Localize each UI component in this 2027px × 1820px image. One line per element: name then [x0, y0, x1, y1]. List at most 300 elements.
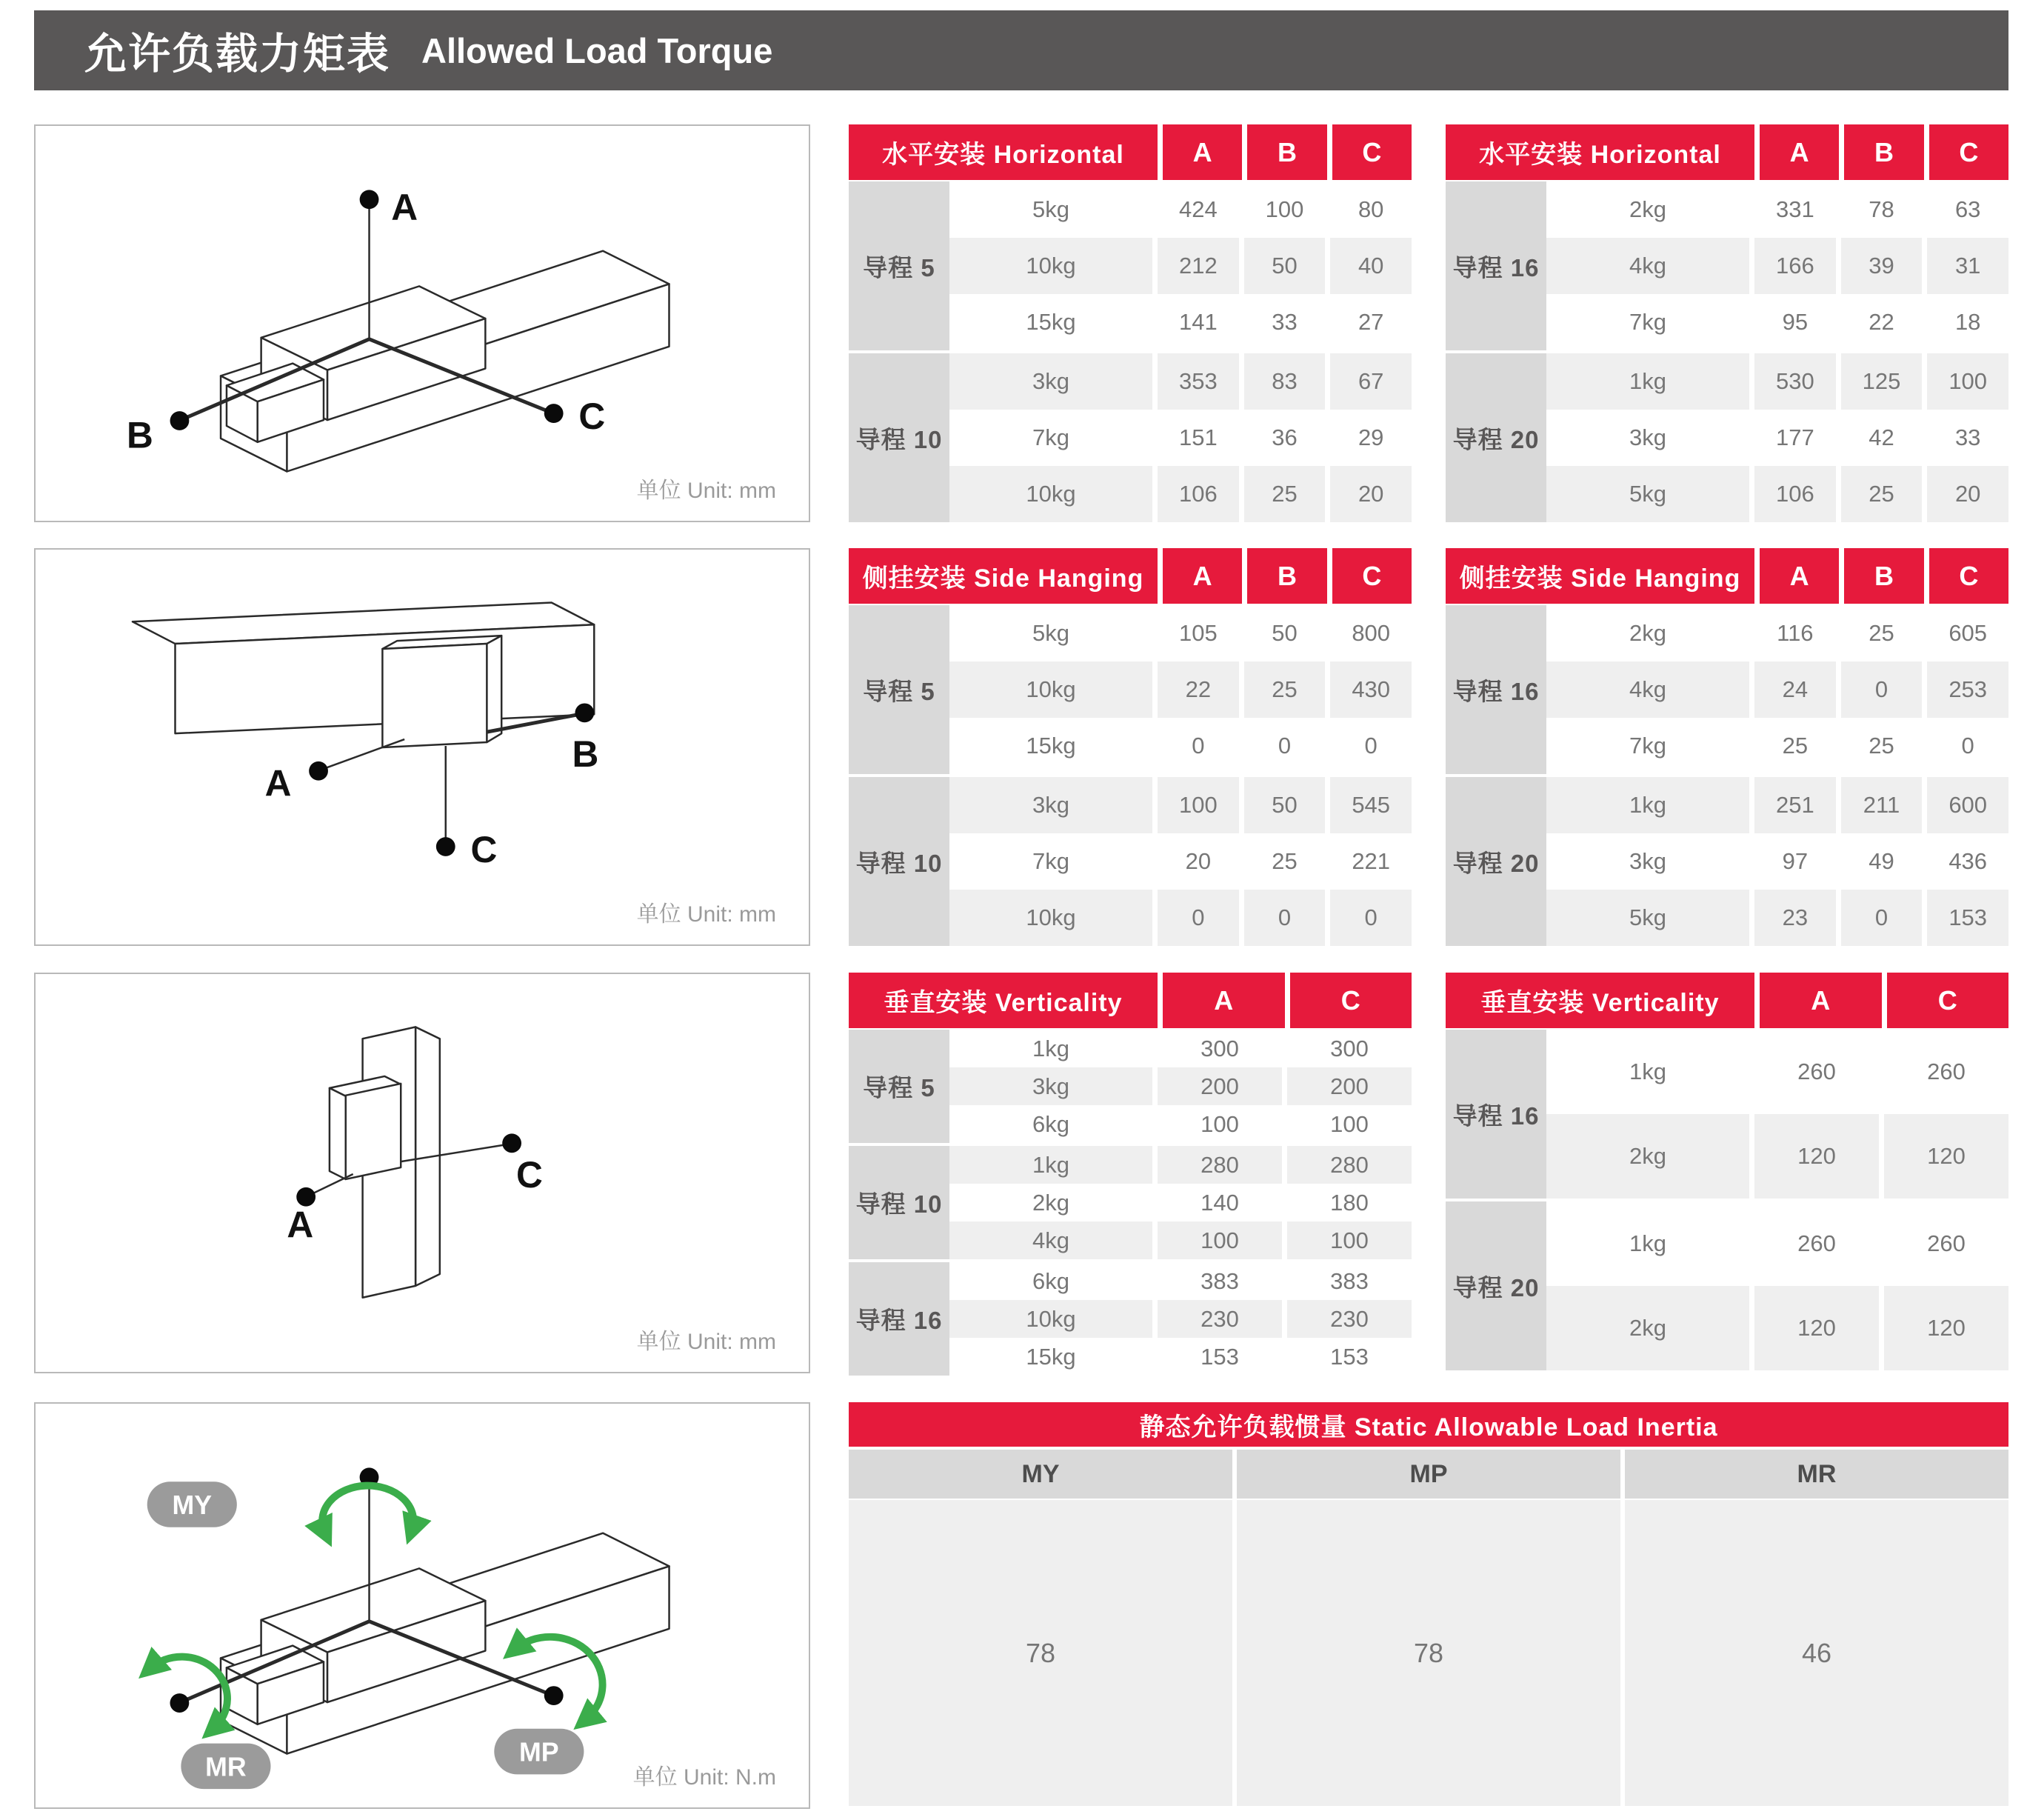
column-header: A	[1760, 973, 1882, 1028]
value-cell: 36	[1244, 410, 1326, 466]
value-cell: 0	[1158, 890, 1239, 946]
table-row	[949, 353, 1412, 410]
value-cell: 177	[1754, 410, 1836, 466]
table-verticality-right	[1446, 973, 2008, 1370]
value-cell: 63	[1927, 181, 2008, 238]
table-group	[849, 777, 1412, 946]
value-cell: 80	[1330, 181, 1412, 238]
vertical-mount-drawing	[36, 974, 809, 1372]
inertia-table-title: 静态允许负载惯量 Static Allowable Load Inertia	[849, 1402, 2008, 1447]
table-side-hanging-right	[1446, 548, 2008, 946]
weight-cell: 2kg	[1546, 605, 1749, 661]
table-row	[1546, 238, 2008, 294]
group-rows	[949, 181, 1412, 350]
table-group	[1446, 1201, 2008, 1370]
table-group	[1446, 1030, 2008, 1199]
table-row	[949, 605, 1412, 661]
table-row	[949, 718, 1412, 774]
weight-cell: 1kg	[1546, 1030, 1749, 1114]
value-cell: 151	[1158, 410, 1239, 466]
weight-cell: 4kg	[1546, 661, 1749, 718]
table-row	[949, 1221, 1412, 1259]
table-row	[1546, 1201, 2008, 1286]
weight-cell: 6kg	[949, 1105, 1152, 1143]
group-rows	[949, 777, 1412, 946]
axis-b-dot	[575, 703, 594, 722]
value-cell: 141	[1158, 294, 1239, 350]
weight-cell: 10kg	[949, 890, 1152, 946]
value-cell: 67	[1330, 353, 1412, 410]
value-cell: 120	[1884, 1286, 2008, 1370]
table-row	[949, 466, 1412, 522]
weight-cell: 1kg	[1546, 1201, 1749, 1286]
moment-y-rotation-arrow	[322, 1486, 413, 1533]
table-group	[1446, 353, 2008, 522]
value-cell: 260	[1884, 1030, 2008, 1114]
table-row	[1546, 1030, 2008, 1114]
weight-cell: 2kg	[949, 1184, 1152, 1221]
weight-cell: 7kg	[949, 833, 1152, 890]
value-cell: 280	[1158, 1146, 1282, 1184]
value-cell: 125	[1841, 353, 1923, 410]
table-row	[949, 1300, 1412, 1338]
axis-b-label: B	[572, 733, 599, 775]
axis-a-line	[310, 1174, 353, 1195]
value-cell: 40	[1330, 238, 1412, 294]
axis-c-label: C	[516, 1153, 543, 1196]
unit-note: 单位 Unit: mm	[636, 1330, 776, 1354]
table-group	[849, 605, 1412, 774]
weight-cell: 10kg	[949, 238, 1152, 294]
group-rows	[1546, 353, 2008, 522]
axis-b-label: B	[126, 414, 153, 456]
value-cell: 331	[1754, 181, 1836, 238]
moment-r-rotation-arrow	[150, 1657, 227, 1729]
value-cell: 100	[1244, 181, 1326, 238]
value-cell: 95	[1754, 294, 1836, 350]
table-title: 水平安装 Horizontal	[1446, 124, 1754, 180]
value-cell: 49	[1841, 833, 1923, 890]
axis-b-dot	[170, 411, 190, 430]
inertia-column-header-mr: MR	[1625, 1450, 2008, 1499]
table-title: 侧挂安装 Side Hanging	[1446, 548, 1754, 604]
value-cell: 0	[1158, 718, 1239, 774]
table-row	[1546, 353, 2008, 410]
value-cell: 300	[1287, 1030, 1412, 1067]
value-cell: 153	[1287, 1338, 1412, 1376]
axis-c-label: C	[578, 395, 606, 437]
value-cell: 605	[1927, 605, 2008, 661]
value-cell: 25	[1244, 833, 1326, 890]
column-header: A	[1760, 548, 1839, 604]
value-cell: 25	[1841, 718, 1923, 774]
value-cell: 0	[1841, 661, 1923, 718]
table-row	[1546, 718, 2008, 774]
weight-cell: 7kg	[1546, 718, 1749, 774]
weight-cell: 10kg	[949, 661, 1152, 718]
column-header: A	[1760, 124, 1839, 180]
table-verticality-left	[849, 973, 1412, 1376]
table-row	[949, 1146, 1412, 1184]
table-title: 垂直安装 Verticality	[1446, 973, 1754, 1028]
weight-cell: 1kg	[949, 1030, 1152, 1067]
value-cell: 100	[1287, 1221, 1412, 1259]
value-cell: 24	[1754, 661, 1836, 718]
value-cell: 0	[1330, 890, 1412, 946]
value-cell: 27	[1330, 294, 1412, 350]
table-group	[849, 181, 1412, 350]
moment-p-dot	[544, 1686, 564, 1705]
axis-a-dot	[360, 190, 379, 209]
diagram-vertical-mount	[34, 973, 810, 1373]
group-rows	[1546, 605, 2008, 774]
table-row	[1546, 294, 2008, 350]
diagram-moment-axes	[34, 1402, 810, 1809]
axis-c-dot	[544, 404, 564, 423]
value-cell: 430	[1330, 661, 1412, 718]
table-row	[949, 181, 1412, 238]
value-cell: 100	[1927, 353, 2008, 410]
value-cell: 436	[1927, 833, 2008, 890]
value-cell: 0	[1244, 718, 1326, 774]
diagram-horizontal-mount	[34, 124, 810, 522]
value-cell: 33	[1244, 294, 1326, 350]
value-cell: 25	[1244, 661, 1326, 718]
inertia-column-header-my: MY	[849, 1450, 1232, 1499]
lead-label: 导程 20	[1446, 777, 1546, 946]
column-header: C	[1332, 548, 1412, 604]
value-cell: 106	[1158, 466, 1239, 522]
table-group	[849, 1146, 1412, 1259]
lead-label: 导程 10	[849, 777, 949, 946]
moment-r-badge-label: MR	[205, 1752, 247, 1782]
weight-cell: 1kg	[1546, 777, 1749, 833]
moment-p-badge	[494, 1729, 584, 1775]
value-cell: 50	[1244, 238, 1326, 294]
axis-a-label: A	[264, 762, 292, 804]
page-title-bar	[34, 10, 2008, 90]
table-row	[949, 661, 1412, 718]
weight-cell: 3kg	[1546, 833, 1749, 890]
value-cell: 200	[1287, 1067, 1412, 1105]
page-title-zh: 允许负载力矩表	[84, 30, 390, 78]
table-group	[849, 1262, 1412, 1376]
table-row	[1546, 1286, 2008, 1370]
value-cell: 120	[1754, 1114, 1879, 1199]
unit-note: 单位 Unit: mm	[636, 479, 776, 503]
table-row	[949, 1067, 1412, 1105]
weight-cell: 7kg	[949, 410, 1152, 466]
weight-cell: 15kg	[949, 1338, 1152, 1376]
table-row	[949, 1030, 1412, 1067]
table-header	[1446, 973, 2008, 1028]
weight-cell: 2kg	[1546, 1114, 1749, 1199]
table-row	[1546, 466, 2008, 522]
table-group	[1446, 777, 2008, 946]
value-cell: 100	[1158, 1105, 1282, 1143]
column-header: B	[1247, 548, 1326, 604]
table-row	[949, 833, 1412, 890]
column-header: B	[1247, 124, 1326, 180]
value-cell: 0	[1244, 890, 1326, 946]
unit-note: 单位 Unit: N.m	[632, 1765, 776, 1790]
table-row	[949, 1105, 1412, 1143]
value-cell: 100	[1158, 777, 1239, 833]
weight-cell: 2kg	[1546, 1286, 1749, 1370]
column-header: C	[1332, 124, 1412, 180]
weight-cell: 3kg	[1546, 410, 1749, 466]
lead-label: 导程 5	[849, 605, 949, 774]
value-cell: 0	[1927, 718, 2008, 774]
weight-cell: 5kg	[949, 181, 1152, 238]
lead-label: 导程 16	[1446, 181, 1546, 350]
weight-cell: 1kg	[949, 1146, 1152, 1184]
value-cell: 25	[1841, 466, 1923, 522]
value-cell: 211	[1841, 777, 1923, 833]
weight-cell: 2kg	[1546, 181, 1749, 238]
value-cell: 0	[1330, 718, 1412, 774]
value-cell: 42	[1841, 410, 1923, 466]
value-cell: 78	[1841, 181, 1923, 238]
lead-label: 导程 10	[849, 1146, 949, 1259]
inertia-value-row	[849, 1500, 2008, 1806]
value-cell: 383	[1158, 1262, 1282, 1300]
table-row	[949, 238, 1412, 294]
value-cell: 212	[1158, 238, 1239, 294]
table-group	[1446, 181, 2008, 350]
axis-c-label: C	[470, 828, 498, 870]
weight-cell: 5kg	[949, 605, 1152, 661]
value-cell: 31	[1927, 238, 2008, 294]
group-rows	[949, 1146, 1412, 1259]
axis-c-dot	[502, 1133, 521, 1153]
column-header: A	[1163, 973, 1285, 1028]
value-cell: 22	[1841, 294, 1923, 350]
value-cell: 140	[1158, 1184, 1282, 1221]
value-cell: 230	[1158, 1300, 1282, 1338]
value-cell: 153	[1158, 1338, 1282, 1376]
carriage-drawing	[382, 636, 501, 747]
value-cell: 300	[1158, 1030, 1282, 1067]
table-horizontal-right	[1446, 124, 2008, 522]
table-row	[1546, 181, 2008, 238]
table-header	[849, 124, 1412, 180]
value-cell: 33	[1927, 410, 2008, 466]
table-side-hanging-left	[849, 548, 1412, 946]
value-cell: 23	[1754, 890, 1836, 946]
value-cell: 0	[1841, 890, 1923, 946]
inertia-value-my: 78	[849, 1500, 1232, 1806]
value-cell: 153	[1927, 890, 2008, 946]
group-rows	[1546, 777, 2008, 946]
weight-cell: 3kg	[949, 777, 1152, 833]
moment-r-badge	[181, 1744, 270, 1790]
axis-a-label: A	[287, 1204, 314, 1246]
weight-cell: 10kg	[949, 466, 1152, 522]
table-row	[1546, 890, 2008, 946]
inertia-column-header-mp: MP	[1237, 1450, 1620, 1499]
value-cell: 20	[1927, 466, 2008, 522]
value-cell: 200	[1158, 1067, 1282, 1105]
column-header: C	[1887, 973, 2009, 1028]
table-header	[1446, 124, 2008, 180]
value-cell: 800	[1330, 605, 1412, 661]
weight-cell: 5kg	[1546, 890, 1749, 946]
unit-note: 单位 Unit: mm	[636, 902, 776, 927]
moment-p-badge-label: MP	[519, 1737, 559, 1767]
inertia-value-mr: 46	[1625, 1500, 2008, 1806]
value-cell: 545	[1330, 777, 1412, 833]
table-group	[849, 353, 1412, 522]
table-row	[1546, 1114, 2008, 1199]
value-cell: 383	[1287, 1262, 1412, 1300]
weight-cell: 15kg	[949, 294, 1152, 350]
value-cell: 251	[1754, 777, 1836, 833]
value-cell: 600	[1927, 777, 2008, 833]
weight-cell: 1kg	[1546, 353, 1749, 410]
moment-r-dot	[170, 1693, 189, 1713]
column-header: A	[1163, 124, 1242, 180]
weight-cell: 4kg	[949, 1221, 1152, 1259]
column-header: C	[1290, 973, 1412, 1028]
value-cell: 424	[1158, 181, 1239, 238]
lead-label: 导程 16	[1446, 1030, 1546, 1199]
value-cell: 100	[1158, 1221, 1282, 1259]
lead-label: 导程 20	[1446, 353, 1546, 522]
moment-axes-drawing	[36, 1404, 809, 1807]
table-row	[1546, 410, 2008, 466]
value-cell: 116	[1754, 605, 1836, 661]
value-cell: 180	[1287, 1184, 1412, 1221]
weight-cell: 4kg	[1546, 238, 1749, 294]
group-rows	[949, 605, 1412, 774]
lead-label: 导程 20	[1446, 1201, 1546, 1370]
lead-label: 导程 10	[849, 353, 949, 522]
value-cell: 166	[1754, 238, 1836, 294]
axis-a-dot	[309, 761, 328, 781]
table-row	[1546, 833, 2008, 890]
inertia-value-mp: 78	[1237, 1500, 1620, 1806]
value-cell: 97	[1754, 833, 1836, 890]
column-header: C	[1929, 548, 2008, 604]
table-title: 水平安装 Horizontal	[849, 124, 1158, 180]
table-group	[1446, 605, 2008, 774]
table-row	[949, 1338, 1412, 1376]
value-cell: 20	[1330, 466, 1412, 522]
carriage-drawing	[330, 1076, 401, 1179]
value-cell: 100	[1287, 1105, 1412, 1143]
column-header: B	[1844, 124, 1923, 180]
value-cell: 25	[1244, 466, 1326, 522]
group-rows	[949, 353, 1412, 522]
value-cell: 260	[1754, 1201, 1879, 1286]
value-cell: 530	[1754, 353, 1836, 410]
value-cell: 25	[1841, 605, 1923, 661]
value-cell: 50	[1244, 777, 1326, 833]
table-static-load-inertia	[849, 1402, 2008, 1806]
table-title: 垂直安装 Verticality	[849, 973, 1158, 1028]
value-cell: 18	[1927, 294, 2008, 350]
lead-label: 导程 5	[849, 181, 949, 350]
group-rows	[949, 1030, 1412, 1143]
value-cell: 260	[1754, 1030, 1879, 1114]
table-row	[949, 777, 1412, 833]
value-cell: 83	[1244, 353, 1326, 410]
table-title: 侧挂安装 Side Hanging	[849, 548, 1158, 604]
column-header: B	[1844, 548, 1923, 604]
value-cell: 29	[1330, 410, 1412, 466]
column-header: A	[1163, 548, 1242, 604]
table-row	[1546, 777, 2008, 833]
value-cell: 50	[1244, 605, 1326, 661]
table-horizontal-left	[849, 124, 1412, 522]
group-rows	[1546, 1030, 2008, 1199]
table-row	[949, 1262, 1412, 1300]
lead-label: 导程 16	[1446, 605, 1546, 774]
weight-cell: 3kg	[949, 1067, 1152, 1105]
horizontal-mount-drawing	[36, 126, 809, 521]
table-header	[849, 973, 1412, 1028]
weight-cell: 15kg	[949, 718, 1152, 774]
weight-cell: 7kg	[1546, 294, 1749, 350]
value-cell: 221	[1330, 833, 1412, 890]
group-rows	[1546, 181, 2008, 350]
value-cell: 120	[1884, 1114, 2008, 1199]
table-row	[1546, 661, 2008, 718]
weight-cell: 10kg	[949, 1300, 1152, 1338]
column-header: C	[1929, 124, 2008, 180]
weight-cell: 5kg	[1546, 466, 1749, 522]
side-hanging-drawing	[36, 550, 809, 944]
value-cell: 20	[1158, 833, 1239, 890]
value-cell: 230	[1287, 1300, 1412, 1338]
table-row	[1546, 605, 2008, 661]
weight-cell: 6kg	[949, 1262, 1152, 1300]
value-cell: 105	[1158, 605, 1239, 661]
table-header	[1446, 548, 2008, 604]
table-row	[949, 410, 1412, 466]
value-cell: 253	[1927, 661, 2008, 718]
group-rows	[1546, 1201, 2008, 1370]
value-cell: 120	[1754, 1286, 1879, 1370]
value-cell: 39	[1841, 238, 1923, 294]
axis-c-dot	[436, 837, 455, 856]
weight-cell: 3kg	[949, 353, 1152, 410]
table-group	[849, 1030, 1412, 1143]
group-rows	[949, 1262, 1412, 1376]
value-cell: 106	[1754, 466, 1836, 522]
table-row	[949, 1184, 1412, 1221]
diagram-side-hanging-mount	[34, 548, 810, 946]
table-header	[849, 548, 1412, 604]
lead-label: 导程 16	[849, 1262, 949, 1376]
moment-y-badge-label: MY	[172, 1490, 213, 1520]
value-cell: 260	[1884, 1201, 2008, 1286]
value-cell: 280	[1287, 1146, 1412, 1184]
rail-drawing	[133, 602, 594, 733]
table-row	[949, 890, 1412, 946]
axis-a-line	[324, 739, 404, 769]
lead-label: 导程 5	[849, 1030, 949, 1143]
moment-y-badge	[147, 1481, 237, 1527]
axis-a-label: A	[391, 187, 418, 229]
page-title-en: Allowed Load Torque	[421, 30, 773, 70]
inertia-header-row	[849, 1450, 2008, 1499]
value-cell: 22	[1158, 661, 1239, 718]
value-cell: 353	[1158, 353, 1239, 410]
table-row	[949, 294, 1412, 350]
value-cell: 25	[1754, 718, 1836, 774]
